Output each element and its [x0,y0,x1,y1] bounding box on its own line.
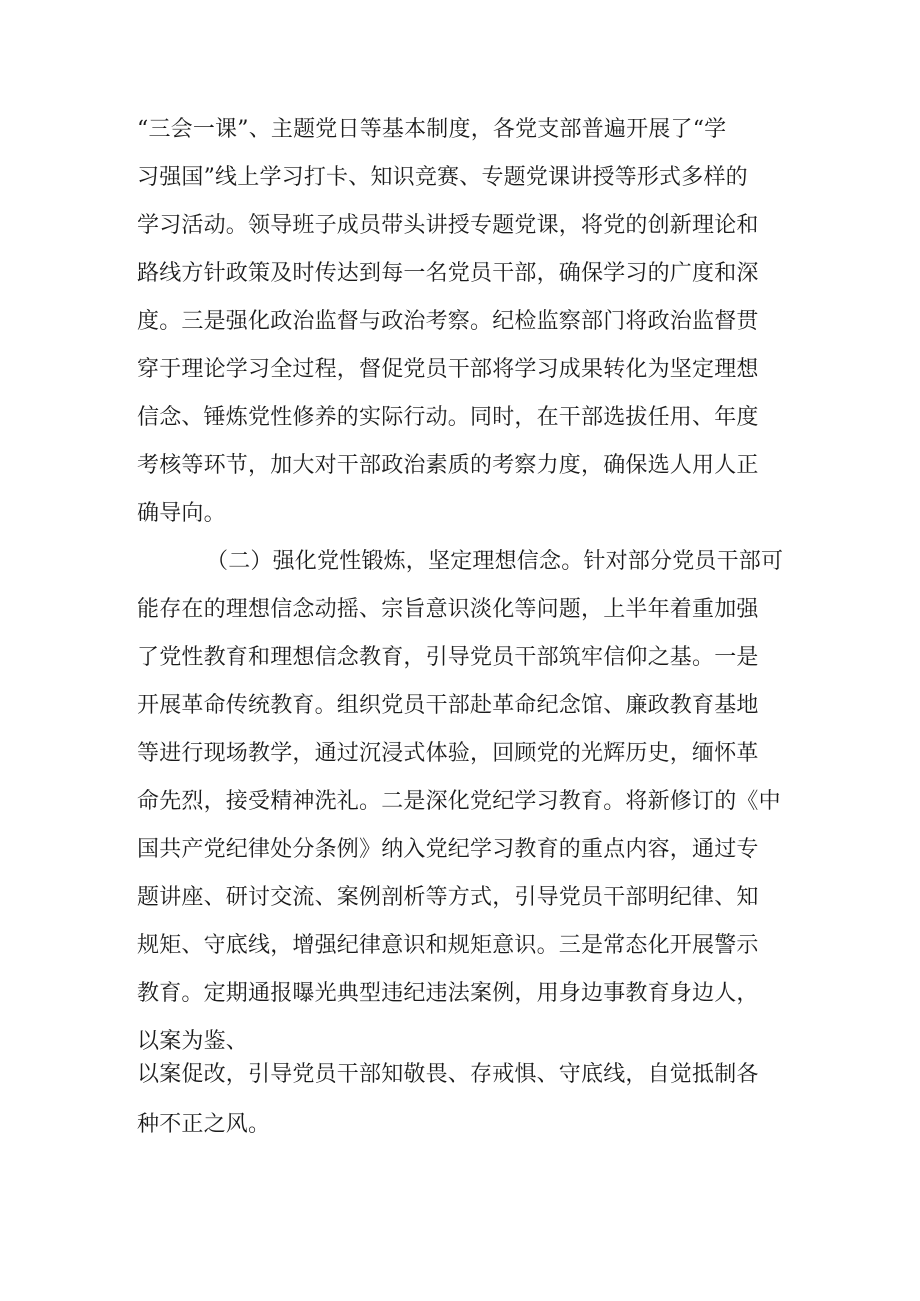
text-line: 学习活动。领导班子成员带头讲授专题党课，将党的创新理论和 [137,213,759,238]
text-line: 穿于理论学习全过程，督促党员干部将学习成果转化为坚定理想 [137,357,759,382]
text-line: 等进行现场教学，通过沉浸式体验，回顾党的光辉历史，缅怀革 [137,741,759,766]
text-line: 开展革命传统教育。组织党员干部赴革命纪念馆、廉政教育基地 [137,693,759,718]
text-line: 教育。定期通报曝光典型违纪违法案例，用身边事教育身边人， [137,981,759,1006]
text-line: 能存在的理想信念动摇、宗旨意识淡化等问题，上半年着重加强 [137,597,759,622]
text-line: 以案促改，引导党员干部知敬畏、存戒惧、守底线，自觉抵制各 [137,1062,759,1087]
text-line: 规矩、守底线，增强纪律意识和规矩意识。三是常态化开展警示 [137,933,759,958]
text-line: 确导向。 [137,501,226,526]
text-line: 考核等环节，加大对干部政治素质的考察力度，确保选人用人正 [137,453,759,478]
text-line: 以案为鉴、 [137,1029,249,1054]
text-line: 度。三是强化政治监督与政治考察。纪检监察部门将政治监督贯 [137,309,759,334]
text-line: 了党性教育和理想信念教育，引导党员干部筑牢信仰之基。一是 [137,645,759,670]
text-line: 习强国”线上学习打卡、知识竞赛、专题党课讲授等形式多样的 [137,165,748,190]
text-line: 国共产党纪律处分条例》纳入党纪学习教育的重点内容，通过专 [137,837,759,862]
text-line: 命先烈，接受精神洗礼。二是深化党纪学习教育。将新修订的《中 [137,789,781,814]
text-line: “三会一课”、主题党日等基本制度，各党支部普遍开展了“学 [137,117,727,142]
text-line: 种不正之风。 [137,1112,271,1137]
text-line: 题讲座、研讨交流、案例剖析等方式，引导党员干部明纪律、知 [137,885,759,910]
text-line: 路线方针政策及时传达到每一名党员干部，确保学习的广度和深 [137,261,759,286]
section-heading-line: （二）强化党性锻炼，坚定理想信念。针对部分党员干部可 [206,549,784,574]
text-line: 信念、锤炼党性修养的实际行动。同时，在干部选拔任用、年度 [137,405,759,430]
